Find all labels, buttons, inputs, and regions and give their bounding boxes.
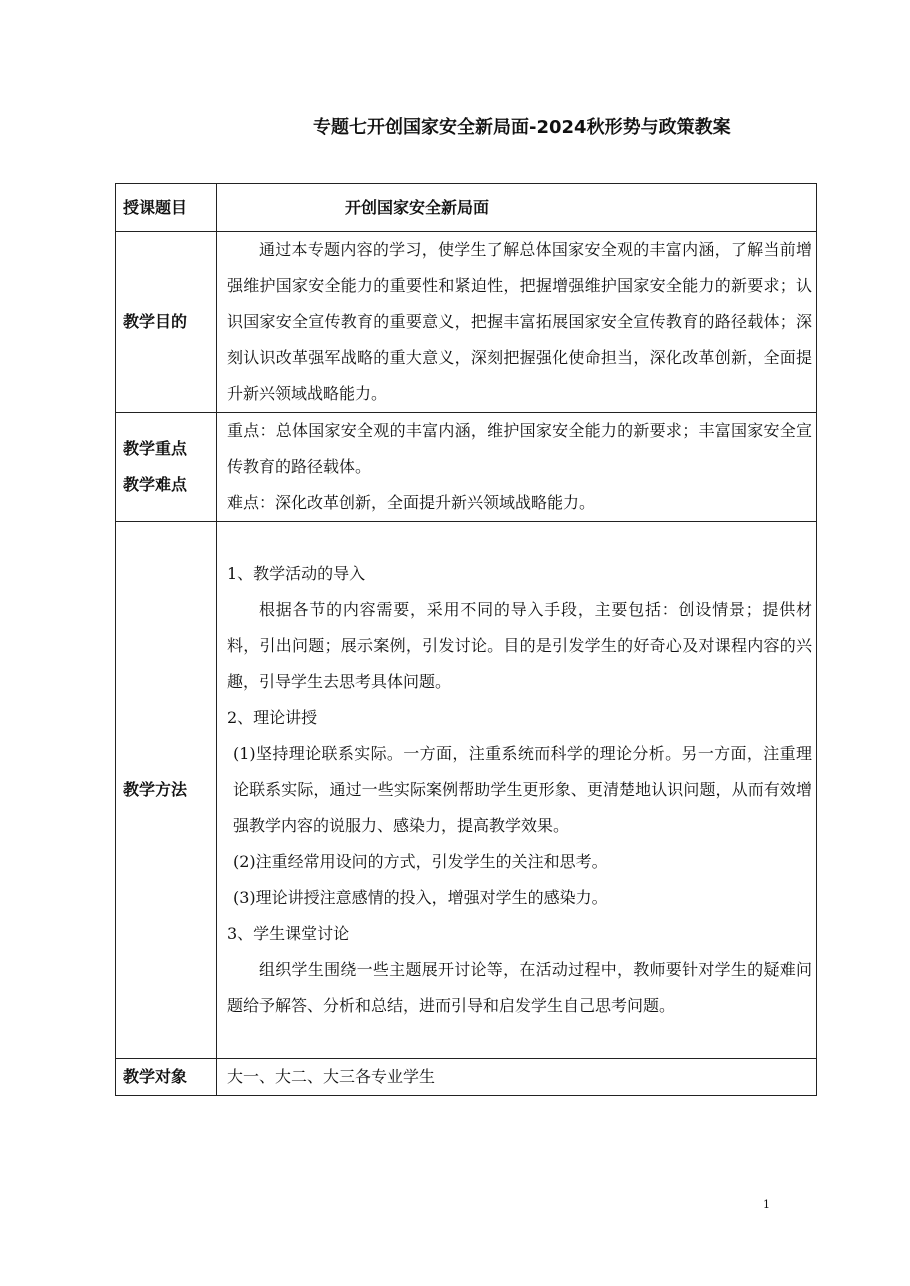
topic-cell — [217, 184, 817, 232]
topic-value: 开创国家安全新局面 — [345, 197, 490, 217]
difficulty-label: 教学难点 — [123, 475, 188, 494]
methods-cell — [217, 522, 817, 1059]
methods-section-1-heading: 1、教学活动的导入 — [227, 564, 366, 583]
audience-value: 大一、大二、大三各专业学生 — [227, 1067, 436, 1086]
difficulty-text: 难点：深化改革创新，全面提升新兴领域战略能力。 — [227, 493, 596, 512]
row-topic — [116, 184, 817, 232]
row-methods — [116, 522, 817, 1059]
row-audience — [116, 1059, 817, 1096]
methods-section-2-item-1: (1)坚持理论联系实际。一方面，注重系统而科学的理论分析。另一方面，注重理论联系实际，通过一些实际案例帮助学生更形象、更清楚地认识问题，从而有效增强教学内容的说服力、感染力，提高教学效果。 — [233, 744, 812, 835]
audience-cell — [217, 1059, 817, 1096]
objectives-label: 教学目的 — [116, 232, 217, 413]
key-points-cell — [217, 413, 817, 522]
row-objectives — [116, 232, 817, 413]
document-title: 专题七开创国家安全新局面-2024秋形势与政策教案 — [313, 117, 731, 138]
audience-label: 教学对象 — [116, 1059, 217, 1096]
methods-section-2-heading: 2、理论讲授 — [227, 708, 318, 727]
methods-label: 教学方法 — [116, 522, 217, 1059]
objectives-cell — [217, 232, 817, 413]
row-key-points — [116, 413, 817, 522]
focus-text: 重点：总体国家安全观的丰富内涵，维护国家安全能力的新要求；丰富国家安全宣传教育的路径载体。 — [227, 421, 812, 476]
lesson-plan-table — [115, 183, 817, 1096]
methods-section-3-text: 组织学生围绕一些主题展开讨论等，在活动过程中，教师要针对学生的疑难问题给予解答、分析和总结，进而引导和启发学生自己思考问题。 — [227, 960, 812, 1015]
key-points-label — [116, 413, 217, 522]
methods-section-1-text: 根据各节的内容需要，采用不同的导入手段，主要包括：创设情景；提供材料，引出问题；展示案例，引发讨论。目的是引发学生的好奇心及对课程内容的兴趣，引导学生去思考具体问题。 — [227, 600, 812, 691]
objectives-text: 通过本专题内容的学习，使学生了解总体国家安全观的丰富内涵，了解当前增强维护国家安全能力的重要性和紧迫性，把握增强维护国家安全能力的新要求；认识国家安全宣传教育的重要意义，把握丰富拓展国家安全宣传教育的路径载体；深刻认识改革强军战略的重大意义，深刻把握强化使命担当，深化改革创新，全面提升新兴领域战略能力。 — [227, 240, 812, 403]
page-number: 1 — [763, 1198, 770, 1211]
topic-label: 授课题目 — [116, 184, 217, 232]
focus-label: 教学重点 — [123, 439, 188, 458]
methods-section-2-item-2: (2)注重经常用设问的方式，引发学生的关注和思考。 — [233, 852, 608, 871]
methods-section-3-heading: 3、学生课堂讨论 — [227, 924, 350, 943]
methods-section-2-item-3: (3)理论讲授注意感情的投入，增强对学生的感染力。 — [233, 888, 608, 907]
